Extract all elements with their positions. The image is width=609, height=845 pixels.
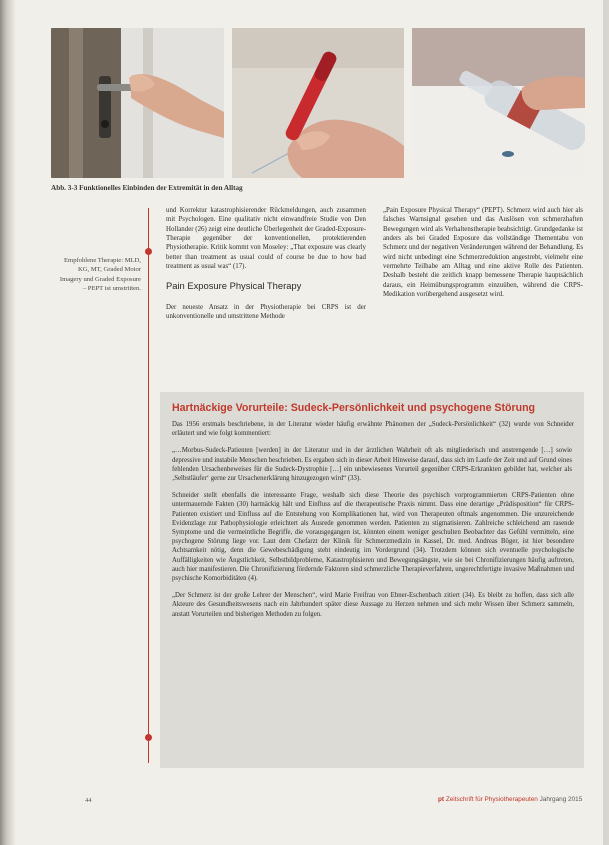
margin-rule [148, 208, 149, 763]
paragraph: Der neueste Ansatz in der Physiotherapie bei CRPS ist der unkonventionelle und umstrittene Methode [166, 303, 366, 321]
photo-door-handle [51, 28, 224, 178]
paragraph: „Pain Exposure Physical Therapy“ (PEPT). Schmerz wird auch hier als falsches Warnsignal gesehen und das Auslösen von schmerzhaften Bewegungen wird als Verhaltenstherapie beabsichtigt. Grundgedanke ist anders als bei Graded Exposure das vollständige Thementabu von Schmerz und der negativen Veränderungen während der Behandlung. Es wird nicht unbedingt eine Schmerzreduktion angestrebt, vielmehr eine vermehrte Teilhabe am Alltag und eine aktive Rolle des Patienten. Deshalb besteht die zeitlich knapp bemessene Therapie hauptsächlich daraus, ein Heimübungsprogramm einzuüben, während die CRPS-Medikation vorübergehend ausgesetzt wird. [383, 207, 583, 299]
figure-caption-number: Abb. 3-3 [51, 184, 78, 192]
photo-bottle-hand [412, 28, 585, 178]
text-column-right [383, 206, 583, 299]
margin-dot [145, 248, 152, 255]
paragraph: und Korrektur katastrophisierender Rückmeldungen, auch zusammen mit Psychologen. Eine qualitativ nicht einwandfreie Studie von Den Hollander (26) zeigt eine deutliche Überlegenheit der Graded-Exposure-Therapie gegenüber der konventionellen, protektierenden Physiotherapie. Kritik kommt von Moseley: „That exposure was clearly better than treatment as usual could of course be due to how bad treatment as usual was“ (17). [166, 207, 366, 271]
paragraph: Schneider stellt ebenfalls die interessante Frage, weshalb sich diese Theorie des psychisch vorprogrammierten CRPS-Patienten ohne untermauernde Fakten (30) hartnäckig hält und Einfluss auf die therapeutische Praxis nimmt. Dass eine derartige „Prädisposition“ für CRPS-Patienten existiert und Einfluss auf die Entstehung von Komplikationen hat, wird von Therapeuten oftmals angenommen. Die unzureichende Evidenzlage zur Pathophysiologie erleichtert als Ausrede genommen werden. Patienten zu stigmatisieren. Zahlreiche schleichend am rasende Symptome und die vermeintliche Begriffe, die vorausgegangen ist, könnten einem weniger geschulten Beobachter das Gefühl vermitteln, eine psychogene Störung liege vor. Laut dem Chefarzt der Klinik für Schmerzmedizin in Kassel, Dr. med. Andreas Böger, ist hier besondere Achtsamkeit nötig, denn die Gewebeschädigung steht eindeutig im Vordergrund (34). Trotzdem können sich eventuelle psychologische Auffälligkeiten wie Ängstlichkeit, Selbstbildprobleme, Katastrophisieren und Bewegungsängste, wie sie bei Chronifizierungen häufig auftreten, auch hier manifestieren. Die Chronifizierung fördernde Faktoren sind schmerzliche Therapieverfahren, ungerechtfertigte invasive Maßnahmen und psychische Komorbiditäten (4). [172, 492, 574, 583]
section-heading: Pain Exposure Physical Therapy [166, 280, 302, 292]
paragraph: Das 1956 erstmals beschriebene, in der Literatur wieder häufig erwähnte Phänomen der „Sudeck-Persönlichkeit“ (32) wurde von Schneider erläutert und wie folgt kommentiert: [172, 421, 574, 438]
page-edge-right [603, 0, 609, 845]
text-column-left [166, 206, 366, 321]
info-box [160, 392, 584, 768]
info-box-body [172, 420, 574, 627]
page-edge-shadow [0, 0, 16, 845]
footer-publication [438, 796, 582, 803]
figure-caption [51, 184, 243, 192]
margin-note: Empfohlene Therapie: MLD, KG, MT, Graded Motor Imagery und Graded Exposure – PEPT ist umstritten. [59, 257, 141, 293]
brand-logo: pt [438, 796, 445, 803]
info-box-title: Hartnäckige Vorurteile: Sudeck-Persönlichkeit und psychogene Störung [172, 402, 536, 414]
figure-caption-text: Funktionelles Einbinden der Extremität in den Alltag [79, 184, 243, 192]
margin-dot [145, 734, 152, 741]
photo-writing-hand [232, 28, 404, 178]
quote: „…Morbus-Sudeck-Patienten [werden] in der Literatur und in der ärztlichen Wahrheit oft als mitgliederisch und anstrengende […] sowie depressive und instabile Menschen beschrieben. Es ergaben sich in dieser Arbeit Hinweise darauf, dass sich im Laufe der Zeit und auf Grund eines fehlenden Ursachenbeweises für die Sudeck-Dystrophie […] ein unbewiesenes Vorurteil gegenüber CRPS-Erkrankten gebildet hat, welcher als ‚Selbstläufer‘ gerne zur Ursachenerklärung hinzugezogen wird“ (33). [172, 447, 572, 483]
paragraph: „Der Schmerz ist der große Lehrer der Menschen“, wird Marie Freifrau von Ebner-Eschenbach zitiert (34). Es bleibt zu hoffen, dass sich alle Akteure des Gesundheitswesens nach ein Jahrhundert später diese Aussage zu Herzen nehmen und sich mehr Wissen über Schmerz sammeln, anstatt Vorurteilen und bisherigen Methoden zu folgen. [172, 592, 574, 618]
magazine-name: Zeitschrift für Physiotherapeuten [445, 796, 538, 803]
page-number: 44 [85, 797, 92, 804]
issue-label: Jahrgang 2015 [539, 796, 583, 803]
